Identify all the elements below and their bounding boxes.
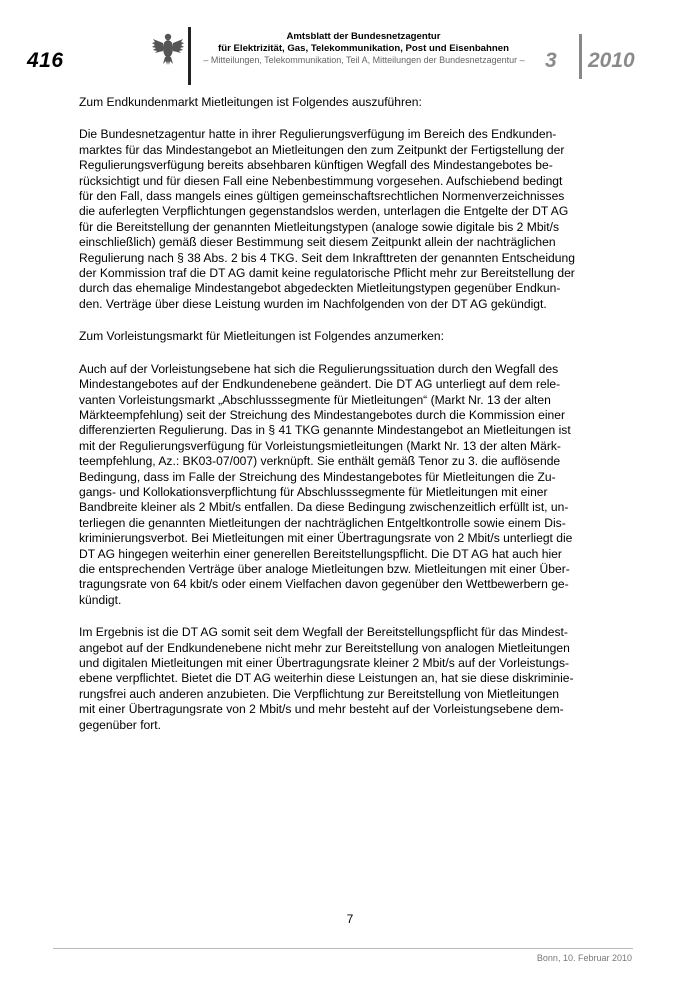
text-line: Märkteempfehlung) seit der Streichung des Mindestangebotes durch die Kommission einer <box>79 407 566 422</box>
paragraph-endkundenmarkt-intro <box>79 95 594 110</box>
text-line: Regulierung nach § 38 Abs. 2 bis 4 TKG. Seit dem Inkrafttreten der genannten Entscheidung <box>79 250 575 265</box>
text-line: Im Ergebnis ist die DT AG somit seit dem Wegfall der Bereitstellungspflicht für das Mindest- <box>79 625 568 640</box>
text-line: tragungsrate von 64 kbit/s oder einem Vielfachen davon gegenüber den Wettbewerbern ge- <box>79 577 569 592</box>
footer-page-number: 7 <box>346 912 354 926</box>
paragraph-vorleistungsmarkt <box>79 362 594 609</box>
paragraph-endkundenmarkt <box>79 127 594 312</box>
text-line: durch das ehemalige Mindestangebot abgedeckten Mietleitungstypen gegenüber Endkun- <box>79 281 561 296</box>
text-line: Bedingung, dass im Falle der Streichung des Mindestangebotes für Mietleitungen die Zu- <box>79 469 556 484</box>
text-line: DT AG hingegen weiterhin einer generellen Bereitstellungspflicht. Die DT AG hat auch hier <box>79 546 562 561</box>
text-line: ebene verpflichtet. Bietet die DT AG weiterhin diese Leistungen an, hat sie diese diskriminie- <box>79 671 574 686</box>
text-line: einschließlich) gemäß dieser Bestimmung seit diesem Zeitpunkt allein der nachträglichen <box>79 235 556 250</box>
paragraph-vorleistungsmarkt-intro <box>79 329 594 344</box>
text-line: für die Bereitstellung der genannten Mietleitungstypen (analoge sowie digitale bis 2 Mbit/s <box>79 219 560 234</box>
text-line: Bandbreite kleiner als 2 Mbit/s entfallen. Da diese Bedingung zwischenzeitlich erfüllt ist, un- <box>79 500 569 515</box>
text-line: terliegen die genannten Mietleitungen der nachträglichen Entgeltkontrolle sowie einem Dis- <box>79 515 566 530</box>
text-line: vanten Vorleistungsmarkt „Abschlusssegmente für Mietleitungen“ (Markt Nr. 13 der alten <box>79 392 551 407</box>
footer-date: Bonn, 10. Februar 2010 <box>536 953 632 963</box>
text-line: und digitalen Mietleitungen mit einer Übertragungsrate kleiner 2 Mbit/s auf der Vorleistungs- <box>79 656 570 670</box>
text-line: die auferlegten Verpflichtungen gegenstandslos werden, unterlagen die Entgelte der DT AG <box>79 204 569 219</box>
text-line: Regulierungsverfügung bereits absehbaren künftigen Wegfall des Mindestangebotes be- <box>79 158 553 173</box>
publisher-title <box>196 31 531 54</box>
header-divider <box>188 27 191 85</box>
publisher-line-2: für Elektrizität, Gas, Telekommunikation, Post und Eisenbahnen <box>218 42 509 54</box>
publisher-line-1: Amtsblatt der Bundesnetzagentur <box>286 31 441 42</box>
text-line: angebot auf der Endkundenebene nicht mehr zur Bereitstellung von analogen Mietleitungen <box>79 640 570 655</box>
federal-eagle-icon <box>151 31 185 67</box>
text-line: mit der Regulierungsverfügung für Vorleistungsmietleitungen (Markt Nr. 13 der alten Märk- <box>79 438 561 453</box>
text-line: Auch auf der Vorleistungsebene hat sich die Regulierungssituation durch den Wegfall des <box>79 361 559 376</box>
text-line: für den Fall, dass mangels eines gültigen gemeinschaftsrechtlichen Normenverzeichnisses <box>79 189 565 204</box>
text-line: der Kommission traf die DT AG damit keine regulatorische Pflicht mehr zur Bereitstellung der <box>79 266 575 281</box>
text-line: gegenüber fort. <box>79 717 162 732</box>
issue-number: 3 <box>545 49 557 72</box>
text-line: mit einer Übertragungsrate von 2 Mbit/s und mehr besteht auf der Vorleistungsebene dem- <box>79 702 564 717</box>
text-line: gangs- und Kollokationsverpflichtung für Abschlusssegmente für Mietleitungen mit einer <box>79 484 548 499</box>
text-line: teempfehlung, Az.: BK03-07/007) verknüpft. Sie enthält gemäß Tenor zu 3. die auflösende <box>79 454 561 469</box>
text-line: die entsprechenden Verträge über analoge Mietleitungen bzw. Mietleitungen mit einer Über- <box>79 561 570 576</box>
text-line: rungsfrei auch anderen anzubieten. Die Verpflichtung zur Bereitstellung von Mietleitungen <box>79 686 560 701</box>
text-line: kriminierungsverbot. Bei Mietleitungen mit einer Übertragungsrate von 2 Mbit/s unterliegt die <box>79 531 573 546</box>
paragraph-ergebnis <box>79 625 594 733</box>
issue-year: 2010 <box>588 49 635 72</box>
text-line: kündigt. <box>79 592 122 607</box>
issue-divider <box>579 34 582 79</box>
footer-divider <box>53 948 633 949</box>
text-line: Mindestangebotes auf der Endkundenebene geändert. Die DT AG unterliegt auf dem rele- <box>79 377 561 392</box>
text-line: differenzierten Regulierung. Das in § 41 TKG genannte Mindestangebot an Mietleitungen ist <box>79 423 571 438</box>
text-line: den. Verträge über diese Leistung wurden im Nachfolgenden von der DT AG gekündigt. <box>79 296 547 311</box>
publication-subtitle: – Mitteilungen, Telekommunikation, Teil A, Mitteilungen der Bundesnetzagentur – <box>203 55 525 65</box>
text-line: marktes für das Mindestangebot an Mietleitungen den zum Zeitpunkt der Fertigstellung der <box>79 142 565 157</box>
text-line: Die Bundesnetzagentur hatte in ihrer Regulierungsverfügung im Bereich des Endkunden- <box>79 127 557 142</box>
text-line: Zum Vorleistungsmarkt für Mietleitungen ist Folgendes anzumerken: <box>79 329 444 344</box>
text-line: Zum Endkundenmarkt Mietleitungen ist Folgendes auszuführen: <box>79 95 422 109</box>
page-number: 416 <box>27 49 64 72</box>
text-line: rücksichtigt und für diesen Fall eine Nebenbestimmung vorgesehen. Aufschiebend bedingt <box>79 173 563 188</box>
document-body <box>79 95 594 750</box>
